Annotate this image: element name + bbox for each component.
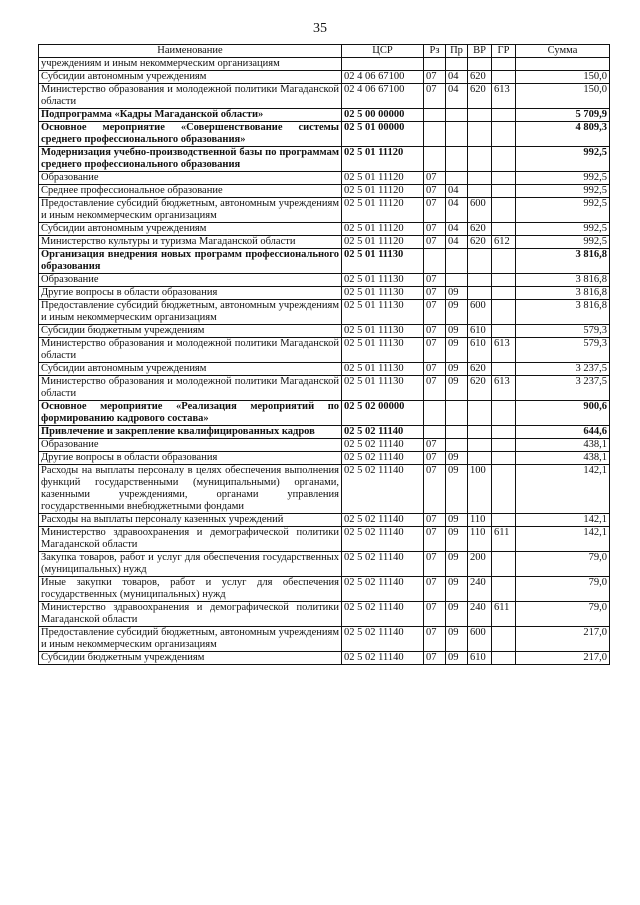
cell-rz: 07: [424, 71, 446, 84]
cell-name: Образование: [39, 172, 342, 185]
table-row: [39, 84, 610, 109]
cell-csr: 02 5 01 11130: [342, 338, 424, 363]
table-row: [39, 439, 610, 452]
cell-name: Субсидии автономным учреждениям: [39, 363, 342, 376]
cell-csr: 02 5 01 11130: [342, 376, 424, 401]
header-rz: Рз: [424, 45, 446, 58]
cell-sum: 992,5: [516, 147, 610, 172]
cell-gr: [492, 58, 516, 71]
cell-name: Основное мероприятие «Реализация мероприятий по формированию кадрового состава»: [39, 401, 342, 426]
cell-sum: 579,3: [516, 338, 610, 363]
cell-gr: [492, 198, 516, 223]
table-row: [39, 602, 610, 627]
cell-sum: 992,5: [516, 172, 610, 185]
cell-sum: 3 816,8: [516, 300, 610, 325]
cell-name: Субсидии автономным учреждениям: [39, 223, 342, 236]
cell-pr: 04: [446, 198, 468, 223]
cell-rz: 07: [424, 338, 446, 363]
cell-pr: 09: [446, 287, 468, 300]
cell-pr: [446, 249, 468, 274]
cell-sum: 5 709,9: [516, 109, 610, 122]
cell-sum: 217,0: [516, 627, 610, 652]
cell-gr: [492, 465, 516, 514]
cell-rz: [424, 249, 446, 274]
table-row: [39, 376, 610, 401]
cell-gr: [492, 363, 516, 376]
cell-rz: 07: [424, 300, 446, 325]
cell-name: Министерство здравоохранения и демографической политики Магаданской области: [39, 602, 342, 627]
cell-gr: [492, 401, 516, 426]
cell-csr: 02 5 01 11130: [342, 249, 424, 274]
cell-gr: [492, 514, 516, 527]
cell-csr: 02 5 01 11130: [342, 274, 424, 287]
cell-sum: 150,0: [516, 71, 610, 84]
table-row: [39, 527, 610, 552]
cell-vr: 610: [468, 652, 492, 665]
cell-vr: 620: [468, 84, 492, 109]
header-name: Наименование: [39, 45, 342, 58]
cell-gr: [492, 452, 516, 465]
cell-vr: [468, 401, 492, 426]
cell-name: Субсидии бюджетным учреждениям: [39, 652, 342, 665]
table-row: [39, 198, 610, 223]
cell-pr: 09: [446, 627, 468, 652]
cell-vr: [468, 185, 492, 198]
cell-name: Привлечение и закрепление квалифицированных кадров: [39, 426, 342, 439]
cell-pr: 09: [446, 652, 468, 665]
cell-pr: 09: [446, 465, 468, 514]
cell-name: Среднее профессиональное образование: [39, 185, 342, 198]
header-gr: ГР: [492, 45, 516, 58]
cell-gr: [492, 249, 516, 274]
cell-vr: [468, 172, 492, 185]
cell-csr: 02 5 01 11120: [342, 172, 424, 185]
cell-csr: 02 5 01 00000: [342, 122, 424, 147]
cell-name: Министерство образования и молодежной политики Магаданской области: [39, 84, 342, 109]
budget-table: [38, 44, 610, 665]
cell-pr: 04: [446, 236, 468, 249]
cell-rz: [424, 109, 446, 122]
cell-vr: 100: [468, 465, 492, 514]
cell-rz: 07: [424, 439, 446, 452]
cell-vr: 620: [468, 363, 492, 376]
cell-rz: 07: [424, 552, 446, 577]
cell-name: Министерство образования и молодежной политики Магаданской области: [39, 376, 342, 401]
cell-pr: 04: [446, 185, 468, 198]
cell-rz: [424, 58, 446, 71]
cell-pr: [446, 172, 468, 185]
cell-sum: 438,1: [516, 439, 610, 452]
cell-pr: 09: [446, 602, 468, 627]
cell-gr: [492, 577, 516, 602]
cell-pr: 09: [446, 452, 468, 465]
cell-pr: 04: [446, 84, 468, 109]
cell-sum: 79,0: [516, 602, 610, 627]
cell-csr: 02 4 06 67100: [342, 84, 424, 109]
cell-csr: 02 5 01 11130: [342, 287, 424, 300]
cell-gr: 611: [492, 527, 516, 552]
cell-gr: [492, 652, 516, 665]
table-row: [39, 338, 610, 363]
cell-gr: [492, 627, 516, 652]
cell-rz: 07: [424, 652, 446, 665]
header-csr: ЦСР: [342, 45, 424, 58]
cell-csr: 02 4 06 67100: [342, 71, 424, 84]
cell-csr: 02 5 01 11120: [342, 198, 424, 223]
cell-gr: [492, 552, 516, 577]
cell-sum: 3 816,8: [516, 249, 610, 274]
table-row: [39, 577, 610, 602]
table-row: [39, 274, 610, 287]
cell-vr: [468, 249, 492, 274]
table-row: [39, 514, 610, 527]
cell-vr: 200: [468, 552, 492, 577]
cell-rz: [424, 147, 446, 172]
cell-csr: 02 5 02 11140: [342, 465, 424, 514]
cell-sum: 217,0: [516, 652, 610, 665]
cell-name: Организация внедрения новых программ профессионального образования: [39, 249, 342, 274]
table-row: [39, 287, 610, 300]
cell-rz: [424, 401, 446, 426]
cell-vr: 620: [468, 376, 492, 401]
table-row: [39, 401, 610, 426]
cell-rz: 07: [424, 527, 446, 552]
cell-csr: 02 5 01 11120: [342, 147, 424, 172]
table-row: [39, 109, 610, 122]
cell-sum: 900,6: [516, 401, 610, 426]
cell-sum: 992,5: [516, 236, 610, 249]
cell-gr: [492, 172, 516, 185]
table-row: [39, 185, 610, 198]
cell-gr: [492, 426, 516, 439]
cell-csr: 02 5 02 11140: [342, 577, 424, 602]
cell-sum: 142,1: [516, 514, 610, 527]
cell-csr: 02 5 01 11120: [342, 223, 424, 236]
cell-pr: 09: [446, 300, 468, 325]
cell-name: Основное мероприятие «Совершенствование системы среднего профессионального образования»: [39, 122, 342, 147]
cell-sum: 579,3: [516, 325, 610, 338]
cell-pr: 09: [446, 325, 468, 338]
cell-name: Расходы на выплаты персоналу в целях обеспечения выполнения функций государственными (муниципальными) органами, казенными учреждениями, органами управления государственными внебюджетными фондами: [39, 465, 342, 514]
cell-name: Иные закупки товаров, работ и услуг для обеспечения государственных (муниципальных) нужд: [39, 577, 342, 602]
cell-sum: 992,5: [516, 223, 610, 236]
cell-pr: 09: [446, 514, 468, 527]
cell-rz: 07: [424, 198, 446, 223]
cell-csr: 02 5 02 11140: [342, 439, 424, 452]
cell-name: Министерство образования и молодежной политики Магаданской области: [39, 338, 342, 363]
cell-sum: 3 816,8: [516, 287, 610, 300]
table-row: [39, 652, 610, 665]
cell-vr: [468, 122, 492, 147]
cell-sum: 992,5: [516, 198, 610, 223]
table-row: [39, 465, 610, 514]
header-pr: Пр: [446, 45, 468, 58]
cell-vr: [468, 58, 492, 71]
cell-sum: 3 237,5: [516, 363, 610, 376]
cell-sum: 79,0: [516, 552, 610, 577]
cell-gr: [492, 122, 516, 147]
cell-name: Министерство здравоохранения и демографической политики Магаданской области: [39, 527, 342, 552]
cell-pr: 09: [446, 376, 468, 401]
cell-gr: [492, 274, 516, 287]
cell-pr: [446, 147, 468, 172]
cell-name: Расходы на выплаты персоналу казенных учреждений: [39, 514, 342, 527]
cell-rz: 07: [424, 514, 446, 527]
cell-rz: 07: [424, 577, 446, 602]
table-row: [39, 249, 610, 274]
cell-vr: 240: [468, 577, 492, 602]
cell-pr: 09: [446, 552, 468, 577]
cell-rz: 07: [424, 627, 446, 652]
cell-pr: 09: [446, 577, 468, 602]
cell-rz: 07: [424, 236, 446, 249]
cell-gr: [492, 223, 516, 236]
cell-vr: [468, 274, 492, 287]
cell-rz: 07: [424, 172, 446, 185]
table-row: [39, 147, 610, 172]
cell-rz: 07: [424, 223, 446, 236]
cell-vr: 620: [468, 236, 492, 249]
cell-gr: 612: [492, 236, 516, 249]
cell-pr: 09: [446, 338, 468, 363]
cell-csr: 02 5 02 00000: [342, 401, 424, 426]
table-body: [39, 58, 610, 665]
cell-csr: 02 5 02 11140: [342, 552, 424, 577]
cell-pr: 04: [446, 223, 468, 236]
cell-sum: 150,0: [516, 84, 610, 109]
table-row: [39, 300, 610, 325]
table-row: [39, 172, 610, 185]
cell-pr: [446, 426, 468, 439]
cell-gr: 611: [492, 602, 516, 627]
table-row: [39, 58, 610, 71]
cell-rz: 07: [424, 185, 446, 198]
table-row: [39, 452, 610, 465]
cell-sum: 644,6: [516, 426, 610, 439]
cell-pr: [446, 122, 468, 147]
cell-csr: 02 5 02 11140: [342, 602, 424, 627]
cell-rz: [424, 122, 446, 147]
cell-name: Предоставление субсидий бюджетным, автономным учреждениям и иным некоммерческим организациям: [39, 198, 342, 223]
cell-name: Другие вопросы в области образования: [39, 287, 342, 300]
table-row: [39, 552, 610, 577]
cell-vr: 240: [468, 602, 492, 627]
table-row: [39, 363, 610, 376]
cell-rz: 07: [424, 84, 446, 109]
cell-rz: 07: [424, 325, 446, 338]
cell-name: Министерство культуры и туризма Магаданской области: [39, 236, 342, 249]
table-row: [39, 426, 610, 439]
cell-gr: 613: [492, 84, 516, 109]
cell-gr: [492, 71, 516, 84]
cell-name: Образование: [39, 439, 342, 452]
cell-vr: [468, 147, 492, 172]
cell-vr: 600: [468, 198, 492, 223]
header-vr: ВР: [468, 45, 492, 58]
cell-name: Модернизация учебно-производственной базы по программам среднего профессионального образования: [39, 147, 342, 172]
table-row: [39, 236, 610, 249]
cell-vr: 610: [468, 338, 492, 363]
cell-rz: [424, 426, 446, 439]
cell-vr: 600: [468, 627, 492, 652]
cell-csr: 02 5 01 11130: [342, 325, 424, 338]
cell-rz: 07: [424, 452, 446, 465]
cell-name: Предоставление субсидий бюджетным, автономным учреждениям и иным некоммерческим организациям: [39, 300, 342, 325]
cell-vr: 600: [468, 300, 492, 325]
cell-name: Субсидии автономным учреждениям: [39, 71, 342, 84]
cell-rz: 07: [424, 363, 446, 376]
cell-rz: 07: [424, 274, 446, 287]
cell-csr: 02 5 02 11140: [342, 452, 424, 465]
cell-name: Другие вопросы в области образования: [39, 452, 342, 465]
cell-csr: 02 5 02 11140: [342, 527, 424, 552]
cell-pr: [446, 401, 468, 426]
cell-csr: 02 5 02 11140: [342, 426, 424, 439]
cell-vr: [468, 439, 492, 452]
cell-csr: 02 5 01 11120: [342, 236, 424, 249]
cell-vr: 610: [468, 325, 492, 338]
table-row: [39, 223, 610, 236]
cell-vr: 620: [468, 223, 492, 236]
cell-rz: 07: [424, 376, 446, 401]
cell-pr: 09: [446, 527, 468, 552]
cell-vr: [468, 452, 492, 465]
cell-pr: [446, 58, 468, 71]
cell-vr: [468, 287, 492, 300]
cell-csr: 02 5 01 11130: [342, 300, 424, 325]
cell-sum: 3 237,5: [516, 376, 610, 401]
table-row: [39, 627, 610, 652]
cell-name: учреждениям и иным некоммерческим организациям: [39, 58, 342, 71]
cell-gr: [492, 287, 516, 300]
cell-vr: [468, 109, 492, 122]
cell-name: Субсидии бюджетным учреждениям: [39, 325, 342, 338]
cell-gr: [492, 109, 516, 122]
cell-gr: 613: [492, 338, 516, 363]
cell-sum: 142,1: [516, 527, 610, 552]
cell-sum: [516, 58, 610, 71]
cell-gr: [492, 439, 516, 452]
cell-name: Образование: [39, 274, 342, 287]
cell-gr: [492, 300, 516, 325]
cell-csr: 02 5 02 11140: [342, 652, 424, 665]
cell-csr: 02 5 01 11130: [342, 363, 424, 376]
cell-gr: [492, 185, 516, 198]
cell-name: Предоставление субсидий бюджетным, автономным учреждениям и иным некоммерческим организациям: [39, 627, 342, 652]
table-header-row: [39, 45, 610, 58]
cell-pr: [446, 439, 468, 452]
cell-sum: 142,1: [516, 465, 610, 514]
cell-rz: 07: [424, 287, 446, 300]
cell-pr: 09: [446, 363, 468, 376]
cell-name: Закупка товаров, работ и услуг для обеспечения государственных (муниципальных) нужд: [39, 552, 342, 577]
cell-vr: [468, 426, 492, 439]
header-sum: Сумма: [516, 45, 610, 58]
cell-gr: [492, 147, 516, 172]
page-number: 35: [313, 21, 327, 36]
cell-sum: 438,1: [516, 452, 610, 465]
cell-vr: 110: [468, 514, 492, 527]
cell-pr: [446, 274, 468, 287]
cell-vr: 620: [468, 71, 492, 84]
cell-rz: 07: [424, 465, 446, 514]
cell-vr: 110: [468, 527, 492, 552]
cell-sum: 79,0: [516, 577, 610, 602]
cell-csr: 02 5 02 11140: [342, 514, 424, 527]
cell-csr: 02 5 00 00000: [342, 109, 424, 122]
table-row: [39, 71, 610, 84]
cell-csr: 02 5 02 11140: [342, 627, 424, 652]
table-row: [39, 122, 610, 147]
cell-name: Подпрограмма «Кадры Магаданской области»: [39, 109, 342, 122]
cell-csr: 02 5 01 11120: [342, 185, 424, 198]
cell-rz: 07: [424, 602, 446, 627]
cell-sum: 4 809,3: [516, 122, 610, 147]
cell-csr: [342, 58, 424, 71]
table-row: [39, 325, 610, 338]
cell-sum: 992,5: [516, 185, 610, 198]
cell-sum: 3 816,8: [516, 274, 610, 287]
cell-pr: 04: [446, 71, 468, 84]
cell-gr: [492, 325, 516, 338]
cell-gr: 613: [492, 376, 516, 401]
cell-pr: [446, 109, 468, 122]
